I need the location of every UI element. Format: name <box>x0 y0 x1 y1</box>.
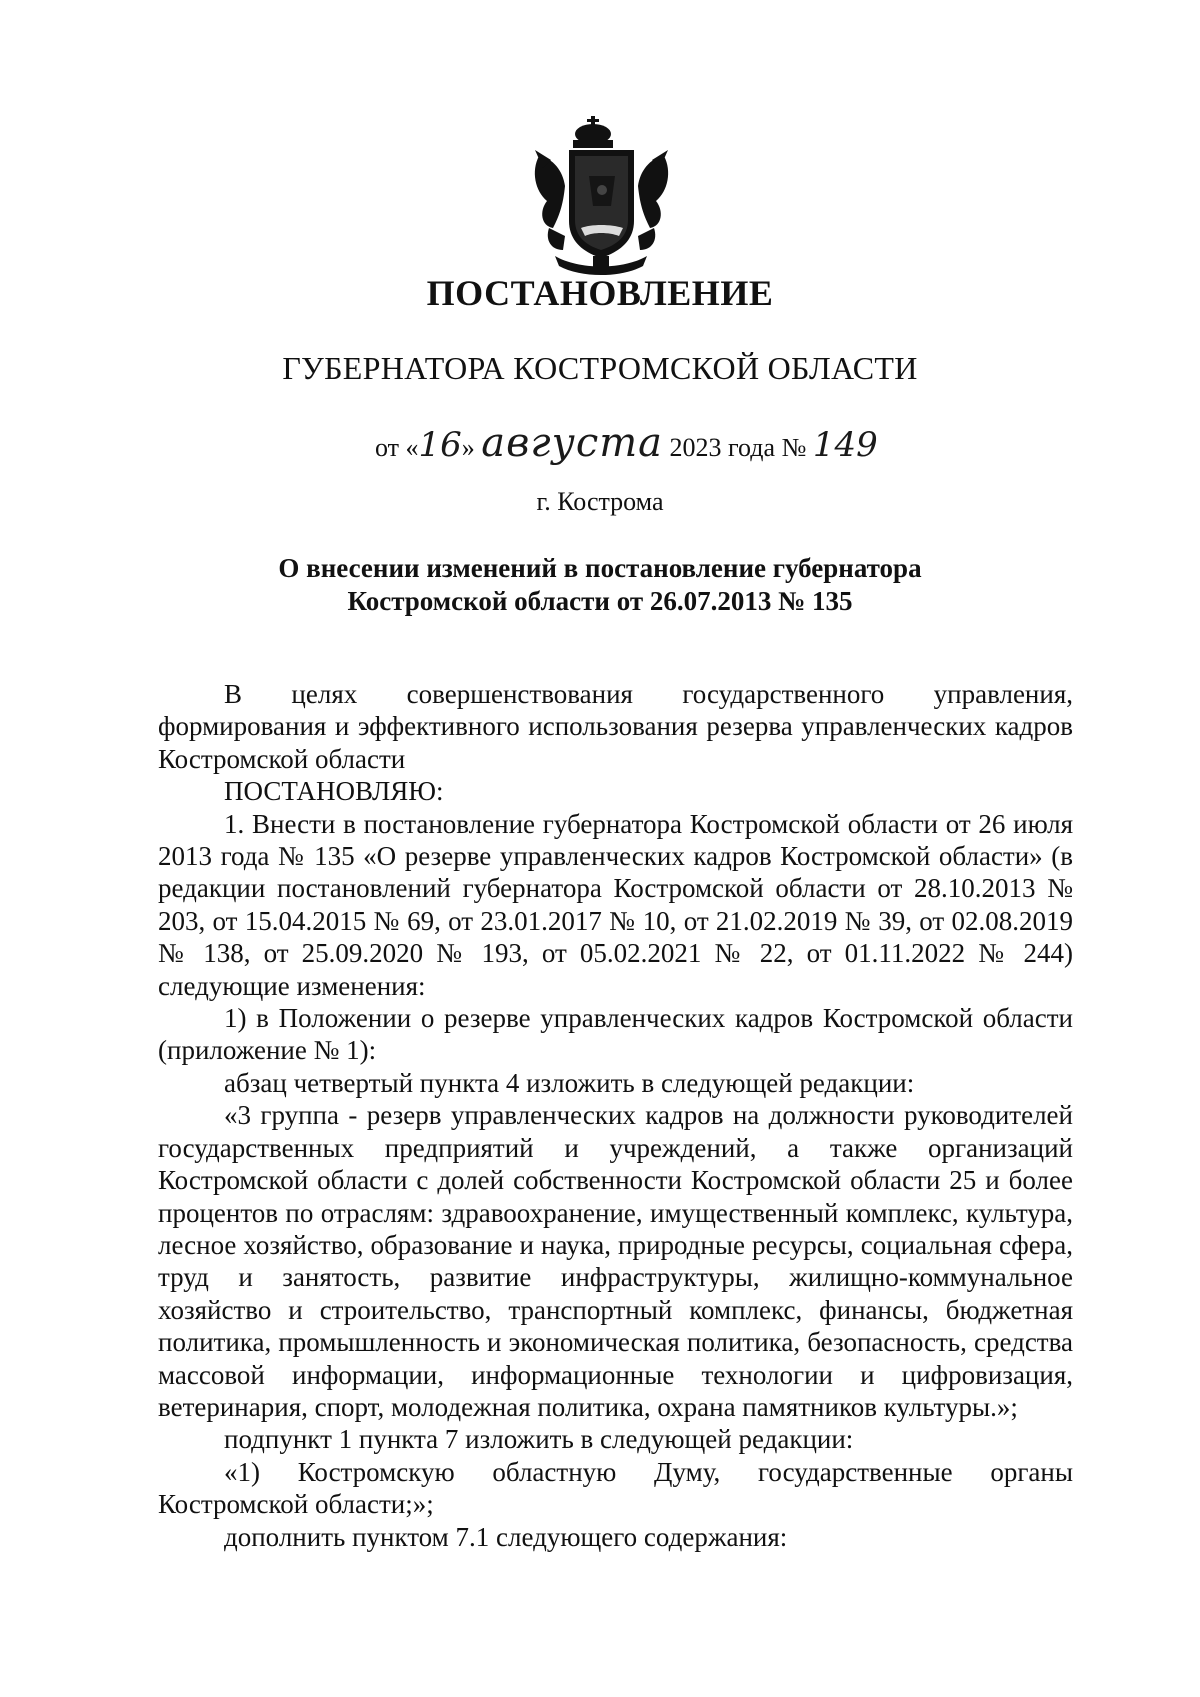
body-paragraph-duma: «1) Костромскую областную Думу, государственные органы Костромской области;»; <box>158 1456 1073 1520</box>
city-line: г. Кострома <box>536 487 664 516</box>
date-month: августа <box>481 420 664 466</box>
date-mid: » <box>461 433 475 462</box>
document-body <box>158 678 1073 1553</box>
date-year: 2023 года № <box>669 433 807 462</box>
body-paragraph-group-3: «3 группа - резерв управленческих кадров на должности руководителей государственных предприятий и учреждений, а также организаций Костромской области с долей собственности Костромской области 25 и более процентов по отраслям: здравоохранение, имущественный комплекс, культура, лесное хозяйство, образование и наука, природные ресурсы, социальная сфера, труд и занятость, развитие инфраструктуры, жилищно-коммунальное хозяйство и строительство, транспортный комплекс, финансы, бюджетная политика, промышленность и экономическая политика, безопасность, средства массовой информации, информационные технологии и цифровизация, ветеринария, спорт, молодежная политика, охрана памятников культуры.»; <box>158 1100 1073 1422</box>
body-paragraph-subpoint-7: подпункт 1 пункта 7 изложить в следующей редакции: <box>224 1424 854 1455</box>
body-paragraph-decree: ПОСТАНОВЛЯЮ: <box>224 776 444 807</box>
coat-of-arms-icon <box>529 116 674 278</box>
document-type-title: ПОСТАНОВЛЕНИЕ <box>426 273 774 313</box>
issuer-title: ГУБЕРНАТОРА КОСТРОМСКОЙ ОБЛАСТИ <box>282 350 918 386</box>
subject-line-1: О внесении изменений в постановление губернатора <box>278 553 922 583</box>
subject-line-2: Костромской области от 26.07.2013 № 135 <box>347 586 853 616</box>
body-paragraph-add-7-1: дополнить пунктом 7.1 следующего содержания: <box>224 1521 788 1552</box>
body-paragraph-preamble: В целях совершенствования государственного управления, формирования и эффективного использования резерва управленческих кадров Костромской области <box>158 679 1073 774</box>
document-number: 149 <box>812 425 878 465</box>
document-subject <box>0 552 1200 618</box>
body-paragraph-subitem-1: 1) в Положении о резерве управленческих кадров Костромской области (приложение № 1): <box>158 1003 1073 1066</box>
date-day: 16 <box>418 425 462 465</box>
body-paragraph-abzac: абзац четвертый пункта 4 изложить в следующей редакции: <box>224 1067 915 1098</box>
document-date-line <box>375 420 878 466</box>
body-paragraph-item-1: 1. Внести в постановление губернатора Костромской области от 26 июля 2013 года № 135 «О резерве управленческих кадров Костромской области» (в редакции постановлений губернатора Костромской области от 28.10.2013 № 203, от 15.04.2015 № 69, от 23.01.2017 № 10, от 21.02.2019 № 39, от 02.08.2019 № 138, от 25.09.2020 № 193, от 05.02.2021 № 22, от 01.11.2022 № 244) следующие изменения: <box>158 808 1073 1001</box>
date-prefix: от « <box>375 433 419 462</box>
